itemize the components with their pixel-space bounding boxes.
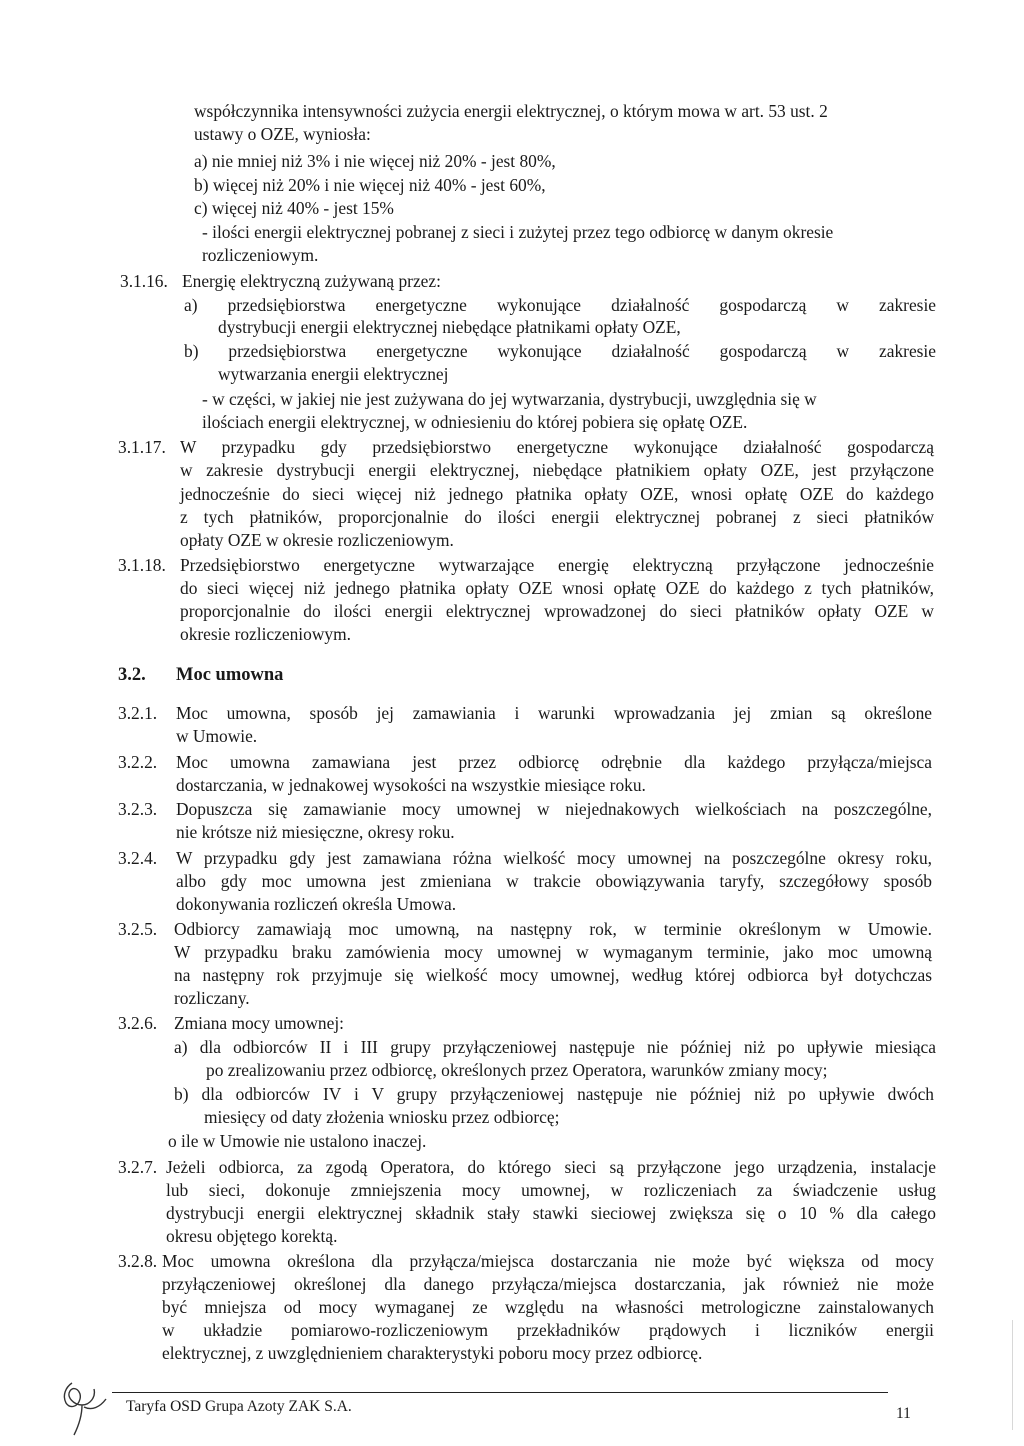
s325-line-2: W przypadku braku zamówienia mocy umownej w wymaganym terminie, jako moc umowną [174, 942, 932, 962]
s3117-line-2: w zakresie dystrybucji energii elektrycznej, niebędące płatnikiem opłaty OZE, jest przyłączone [180, 460, 934, 480]
oze-tail-2: rozliczeniowym. [202, 245, 319, 265]
s328-line-3: być mniejsza od mocy wymaganej ze względu na własności metrologiczne zainstalowanych [162, 1297, 934, 1317]
oze-line-1: współczynnika intensywności zużycia energii elektrycznej, o którym mowa w art. 53 ust. 2 [194, 101, 828, 121]
section-number: 3.2.7. [118, 1157, 158, 1177]
s323-line-2: nie krótsze niż miesięczne, okresy roku. [176, 822, 455, 842]
s3116-b-1: b) przedsiębiorstwa energetyczne wykonujące działalność gospodarczą w zakresie [184, 341, 936, 361]
s3117-line-1: W przypadku gdy przedsiębiorstwo energetyczne wykonujące działalność gospodarczą [180, 437, 934, 457]
s328-line-4: w układzie pomiarowo-rozliczeniowym przekładników prądowych i liczników energii [162, 1320, 934, 1340]
s3118-line-1: Przedsiębiorstwo energetyczne wytwarzające energię elektryczną przyłączone jednocześnie [180, 555, 934, 575]
s3116-c-2: ilościach energii elektrycznej, w odniesieniu do której pobiera się opłatę OZE. [202, 412, 748, 432]
s328-line-1: Moc umowna określona dla przyłącza/miejsca dostarczania nie może być większa od mocy [162, 1251, 934, 1271]
section-number: 3.2.4. [118, 848, 158, 868]
section-number: 3.1.18. [118, 555, 166, 575]
s328-line-5: elektrycznej, z uwzględnieniem charakterystyki poboru mocy przez odbiorcę. [162, 1343, 703, 1363]
section-number: 3.2.6. [118, 1013, 158, 1033]
section-number: 3.2.5. [118, 919, 158, 939]
scan-edge [1012, 1320, 1013, 1430]
s326-a-2: po zrealizowaniu przez odbiorcę, określonych przez Operatora, warunków zmiany mocy; [206, 1060, 828, 1080]
section-number: 3.2.3. [118, 799, 158, 819]
s3118-line-2: do sieci więcej niż jednego płatnika opłaty OZE wnosi opłatę OZE do każdego z tych płatników, [180, 578, 934, 598]
section-number: 3.1.17. [118, 437, 166, 457]
s3116-intro: Energię elektryczną zużywaną przez: [182, 271, 441, 291]
oze-item-a: a) nie mniej niż 3% i nie więcej niż 20% - jest 80%, [194, 151, 556, 171]
s326-a-1: a) dla odbiorców II i III grupy przyłączeniowej następuje nie później niż po upływie miesiąca [174, 1037, 936, 1057]
s3117-line-4: z tych płatników, proporcjonalnie do ilości energii elektrycznej pobranej z sieci płatników [180, 507, 934, 527]
s3116-a-1: a) przedsiębiorstwa energetyczne wykonujące działalność gospodarczą w zakresie [184, 295, 936, 315]
section-number: 3.2.8. [118, 1251, 158, 1271]
oze-line-2: ustawy o OZE, wyniosła: [194, 124, 371, 144]
oze-item-c: c) więcej niż 40% - jest 15% [194, 198, 394, 218]
s327-line-4: okresu objętego korektą. [166, 1226, 338, 1246]
s326-b-2: miesięcy od daty złożenia wniosku przez odbiorcę; [204, 1107, 560, 1127]
s328-line-2: przyłączeniowej określonej dla danego przyłącza/miejsca dostarczania, jak również nie może [162, 1274, 934, 1294]
s325-line-1: Odbiorcy zamawiają moc umowną, na następny rok, w terminie określonym w Umowie. [174, 919, 932, 939]
section-heading-number: 3.2. [118, 665, 146, 685]
s322-line-1: Moc umowna zamawiana jest przez odbiorcę odrębnie dla każdego przyłącza/miejsca [176, 752, 932, 772]
s325-line-4: rozliczany. [174, 988, 250, 1008]
oze-tail-1: - ilości energii elektrycznej pobranej z sieci i zużytej przez tego odbiorcę w danym okresie [202, 222, 834, 242]
s326-b-1: b) dla odbiorców IV i V grupy przyłączeniowej następuje nie później niż po upływie dwóch [174, 1084, 934, 1104]
s325-line-3: na następny rok przyjmuje się wielkość mocy umownej, według której odbiorca był dotychczas [174, 965, 932, 985]
s321-line-2: w Umowie. [176, 726, 258, 746]
s3117-line-5: opłaty OZE w okresie rozliczeniowym. [180, 530, 454, 550]
s3118-line-4: okresie rozliczeniowym. [180, 624, 351, 644]
oze-item-b: b) więcej niż 20% i nie więcej niż 40% - jest 60%, [194, 175, 546, 195]
signature [44, 1377, 116, 1439]
section-number: 3.1.16. [120, 271, 168, 291]
s326-intro: Zmiana mocy umownej: [174, 1013, 345, 1033]
s3116-c-1: - w części, w jakiej nie jest zużywana do jej wytwarzania, dystrybucji, uwzględnia się w [202, 389, 817, 409]
s324-line-1: W przypadku gdy jest zamawiana różna wielkość mocy umownej na poszczególne okresy roku, [176, 848, 932, 868]
s327-line-1: Jeżeli odbiorca, za zgodą Operatora, do którego sieci są przyłączone jego urządzenia, instalacje [166, 1157, 936, 1177]
section-number: 3.2.2. [118, 752, 158, 772]
s324-line-3: dokonywania rozliczeń określa Umowa. [176, 894, 457, 914]
s3117-line-3: jednocześnie do sieci więcej niż jednego płatnika opłaty OZE, wnosi opłatę OZE do każdego [180, 484, 934, 504]
s3118-line-3: proporcjonalnie do ilości energii elektrycznej wprowadzonej do sieci płatników opłaty OZE w [180, 601, 934, 621]
s321-line-1: Moc umowna, sposób jej zamawiania i warunki wprowadzania jej zmian są określone [176, 703, 932, 723]
s3116-a-2: dystrybucji energii elektrycznej niebędące płatnikami opłaty OZE, [218, 317, 681, 337]
section-heading-title: Moc umowna [176, 665, 284, 685]
s326-tail: o ile w Umowie nie ustalono inaczej. [168, 1131, 427, 1151]
s324-line-2: albo gdy moc umowna jest zmieniana w trakcie obowiązywania taryfy, szczegółowy sposób [176, 871, 932, 891]
footer-rule [112, 1392, 888, 1393]
s322-line-2: dostarczania, w jednakowej wysokości na wszystkie miesiące roku. [176, 775, 646, 795]
page-number: 11 [896, 1405, 911, 1422]
s327-line-2: lub sieci, dokonuje zmniejszenia mocy umownej, w rozliczeniach za świadczenie usług [166, 1180, 936, 1200]
s3116-b-2: wytwarzania energii elektrycznej [218, 364, 449, 384]
s327-line-3: dystrybucji energii elektrycznej składnik stały stawki sieciowej zwiększa się o 10 % dla całego [166, 1203, 936, 1223]
section-number: 3.2.1. [118, 703, 158, 723]
footer-text: Taryfa OSD Grupa Azoty ZAK S.A. [126, 1398, 352, 1415]
s323-line-1: Dopuszcza się zamawianie mocy umownej w niejednakowych wielkościach na poszczególne, [176, 799, 932, 819]
